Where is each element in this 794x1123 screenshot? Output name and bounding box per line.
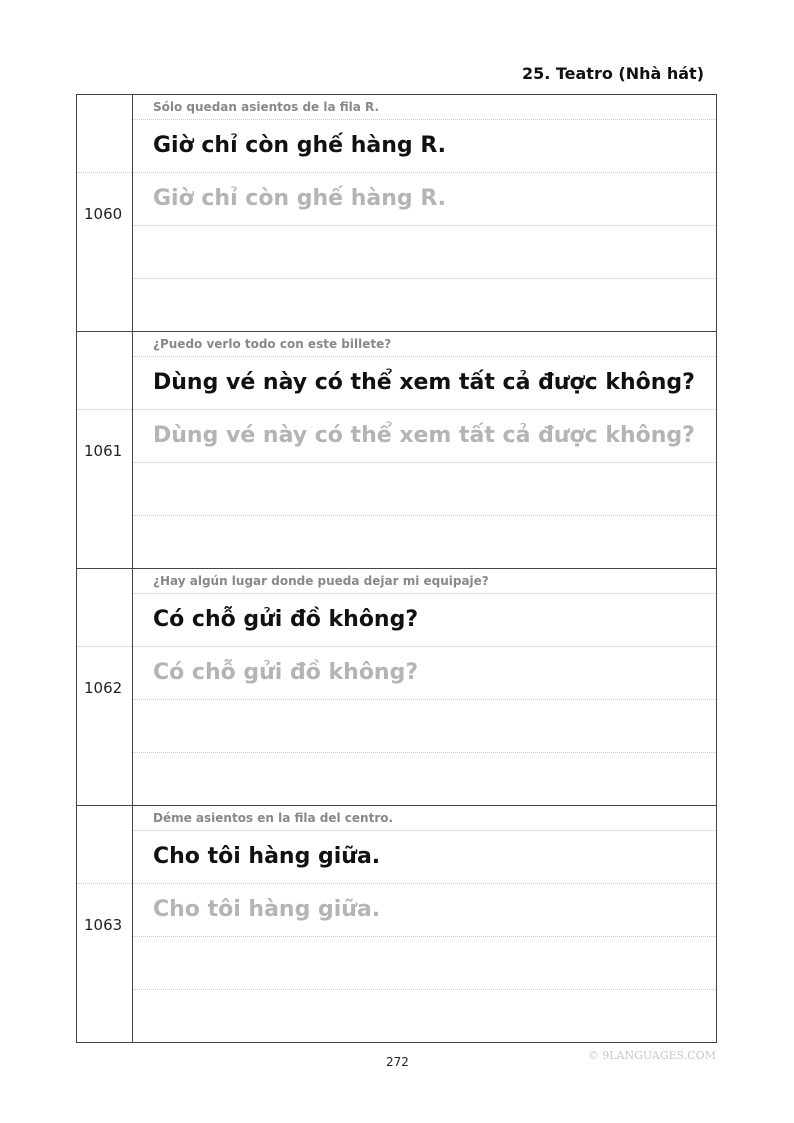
writing-line[interactable] xyxy=(133,700,716,753)
practice-entry xyxy=(76,94,717,331)
entry-number-column xyxy=(77,569,133,805)
number-divider xyxy=(77,172,132,173)
practice-entry xyxy=(76,805,717,1043)
practice-entry xyxy=(76,331,717,568)
entry-number: 1063 xyxy=(84,916,123,934)
vietnamese-sentence: Giờ chỉ còn ghế hàng R. xyxy=(153,133,447,158)
number-divider xyxy=(77,409,132,410)
copyright-notice: © 9LANGUAGES.COM xyxy=(587,1049,716,1062)
writing-line[interactable] xyxy=(133,516,716,568)
vietnamese-sentence: Dùng vé này có thể xem tất cả được không? xyxy=(153,370,695,395)
writing-line[interactable] xyxy=(133,753,716,805)
number-divider xyxy=(77,646,132,647)
tracing-sentence: Cho tôi hàng giữa. xyxy=(153,897,381,922)
writing-line[interactable] xyxy=(133,937,716,990)
practice-sheet xyxy=(76,94,717,1043)
spanish-prompt: ¿Puedo verlo todo con este billete? xyxy=(153,337,392,351)
tracing-sentence: Giờ chỉ còn ghế hàng R. xyxy=(153,186,447,211)
number-divider xyxy=(77,883,132,884)
page-number: 272 xyxy=(386,1055,409,1069)
entry-number-column xyxy=(77,95,133,331)
writing-line[interactable] xyxy=(133,463,716,516)
tracing-sentence: Có chỗ gửi đồ không? xyxy=(153,660,419,685)
entry-number: 1060 xyxy=(84,205,123,223)
spanish-prompt: Déme asientos en la fila del centro. xyxy=(153,811,394,825)
entry-number: 1061 xyxy=(84,442,123,460)
practice-entry xyxy=(76,568,717,805)
vietnamese-sentence: Cho tôi hàng giữa. xyxy=(153,844,381,869)
page-title: 25. Teatro (Nhà hát) xyxy=(521,64,704,83)
spanish-prompt: Sólo quedan asientos de la fila R. xyxy=(153,100,380,114)
spanish-prompt: ¿Hay algún lugar donde pueda dejar mi equipaje? xyxy=(153,574,489,588)
writing-line[interactable] xyxy=(133,990,716,1042)
vietnamese-sentence: Có chỗ gửi đồ không? xyxy=(153,607,419,632)
entry-number-column xyxy=(77,332,133,568)
entry-number-column xyxy=(77,806,133,1042)
entry-number: 1062 xyxy=(84,679,123,697)
tracing-sentence: Dùng vé này có thể xem tất cả được không? xyxy=(153,423,695,448)
writing-line[interactable] xyxy=(133,279,716,331)
writing-line[interactable] xyxy=(133,226,716,279)
